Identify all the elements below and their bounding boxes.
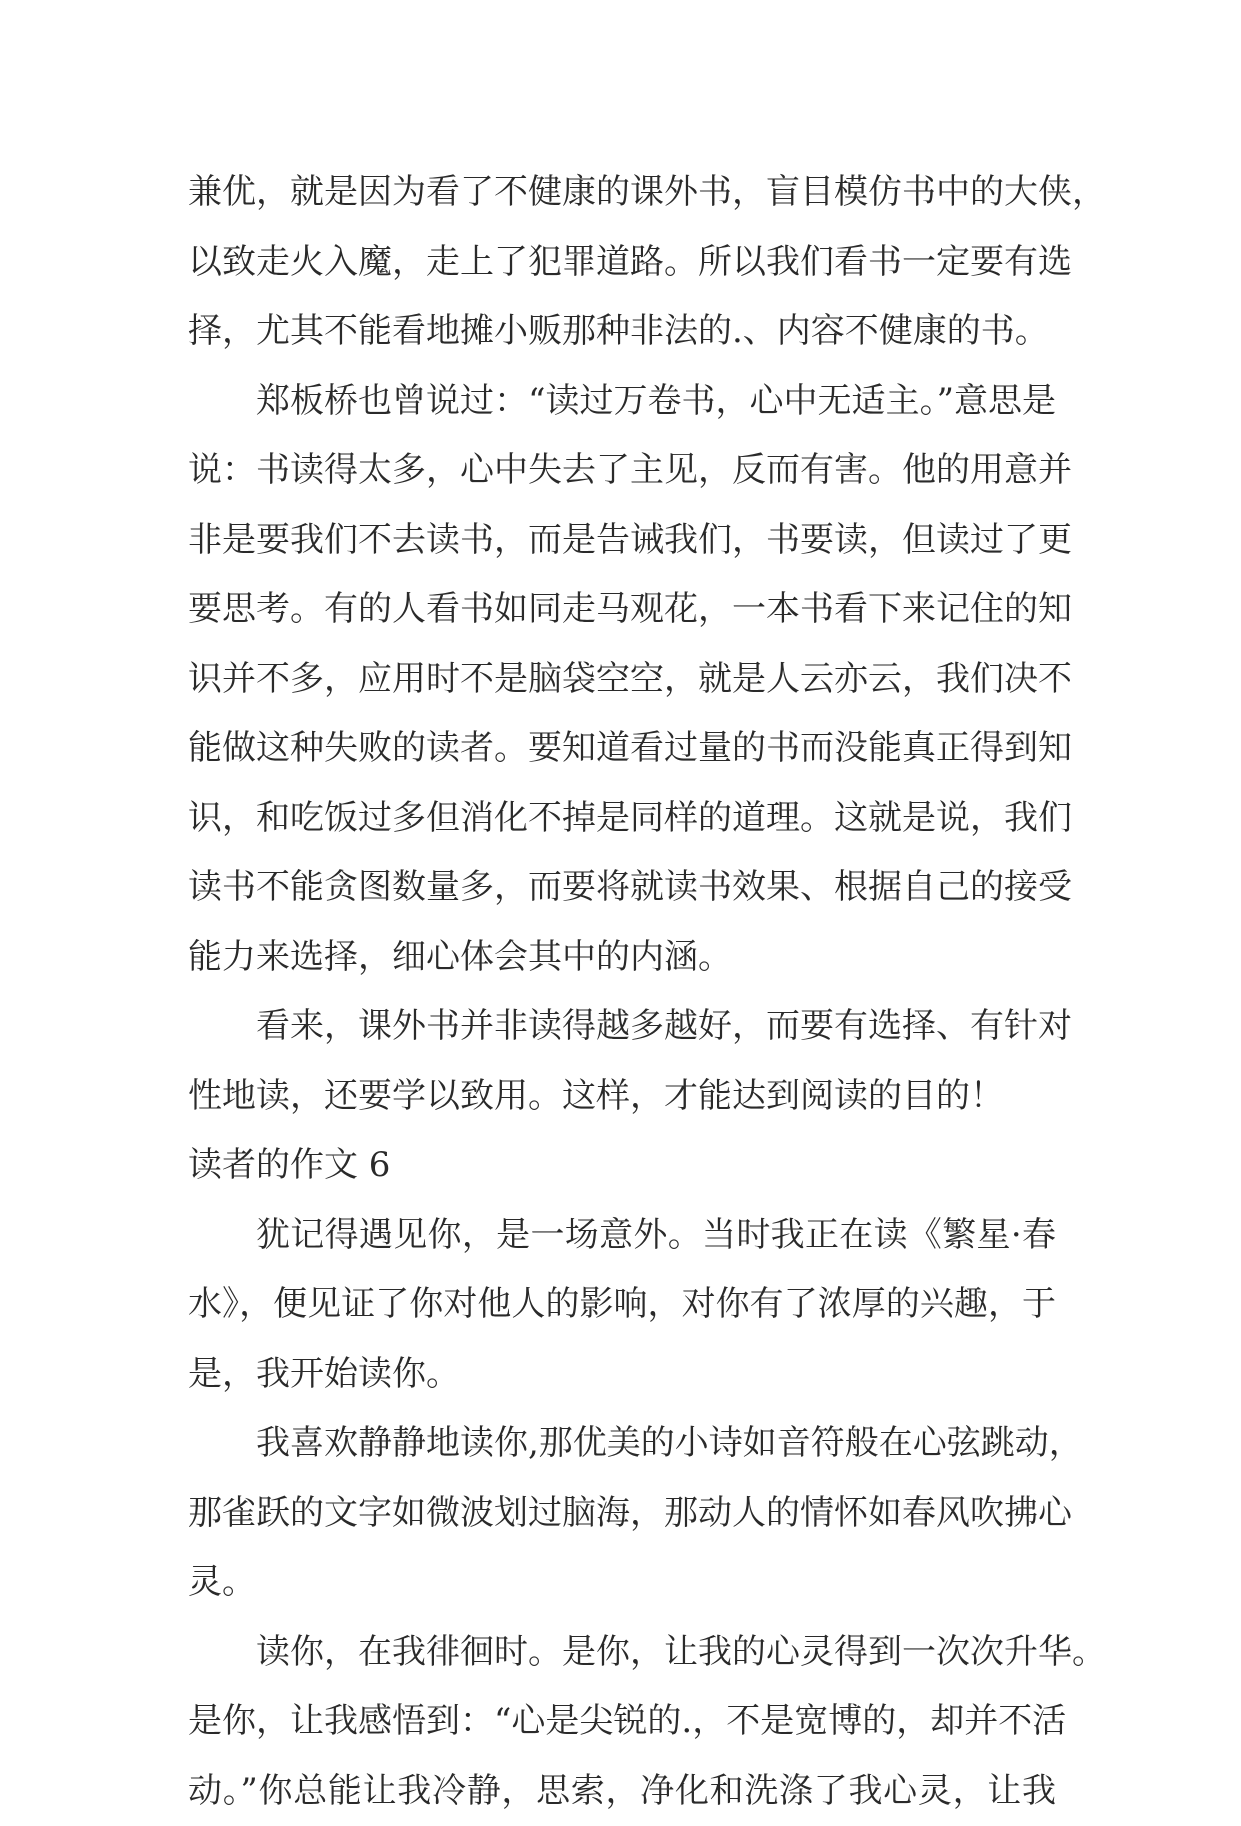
document-body: [188, 158, 1056, 1826]
text-line: 我喜欢静静地读你,那优美的小诗如音符般在心弦跳动，: [188, 1409, 1056, 1479]
text-line: 读你，在我徘徊时。是你，让我的心灵得到一次次升华。: [188, 1618, 1056, 1688]
text-line: 水》，便见证了你对他人的影响，对你有了浓厚的兴趣，于: [188, 1270, 1056, 1340]
text-line: 是你，让我感悟到：“心是尖锐的.，不是宽博的，却并不活: [188, 1687, 1056, 1757]
text-line: 兼优，就是因为看了不健康的课外书，盲目模仿书中的大侠，: [188, 158, 1056, 228]
text-line: 能做这种失败的读者。要知道看过量的书而没能真正得到知: [188, 714, 1056, 784]
text-line: 择，尤其不能看地摊小贩那种非法的.、内容不健康的书。: [188, 297, 1056, 367]
text-line: 读书不能贪图数量多，而要将就读书效果、根据自己的接受: [188, 853, 1056, 923]
text-line: 说：书读得太多，心中失去了主见，反而有害。他的用意并: [188, 436, 1056, 506]
text-line: 识，和吃饭过多但消化不掉是同样的道理。这就是说，我们: [188, 784, 1056, 854]
text-line: 那雀跃的文字如微波划过脑海，那动人的情怀如春风吹拂心: [188, 1479, 1056, 1549]
text-line: 能力来选择，细心体会其中的内涵。: [188, 923, 1056, 993]
text-line: 看来，课外书并非读得越多越好，而要有选择、有针对: [188, 992, 1056, 1062]
text-line: 动。”你总能让我冷静，思索，净化和洗涤了我心灵，让我: [188, 1757, 1056, 1826]
text-line: 识并不多，应用时不是脑袋空空，就是人云亦云，我们决不: [188, 645, 1056, 715]
text-line: 郑板桥也曾说过：“读过万卷书，心中无适主。”意思是: [188, 367, 1056, 437]
text-line: 是，我开始读你。: [188, 1340, 1056, 1410]
text-line: 要思考。有的人看书如同走马观花，一本书看下来记住的知: [188, 575, 1056, 645]
text-line: 以致走火入魔，走上了犯罪道路。所以我们看书一定要有选: [188, 228, 1056, 298]
text-line: 非是要我们不去读书，而是告诫我们，书要读，但读过了更: [188, 506, 1056, 576]
text-line: 犹记得遇见你，是一场意外。当时我正在读《繁星·春: [188, 1201, 1056, 1271]
text-line: 灵。: [188, 1548, 1056, 1618]
text-line: 性地读，还要学以致用。这样，才能达到阅读的目的！: [188, 1062, 1056, 1132]
section-heading: 读者的作文 6: [188, 1131, 1056, 1201]
